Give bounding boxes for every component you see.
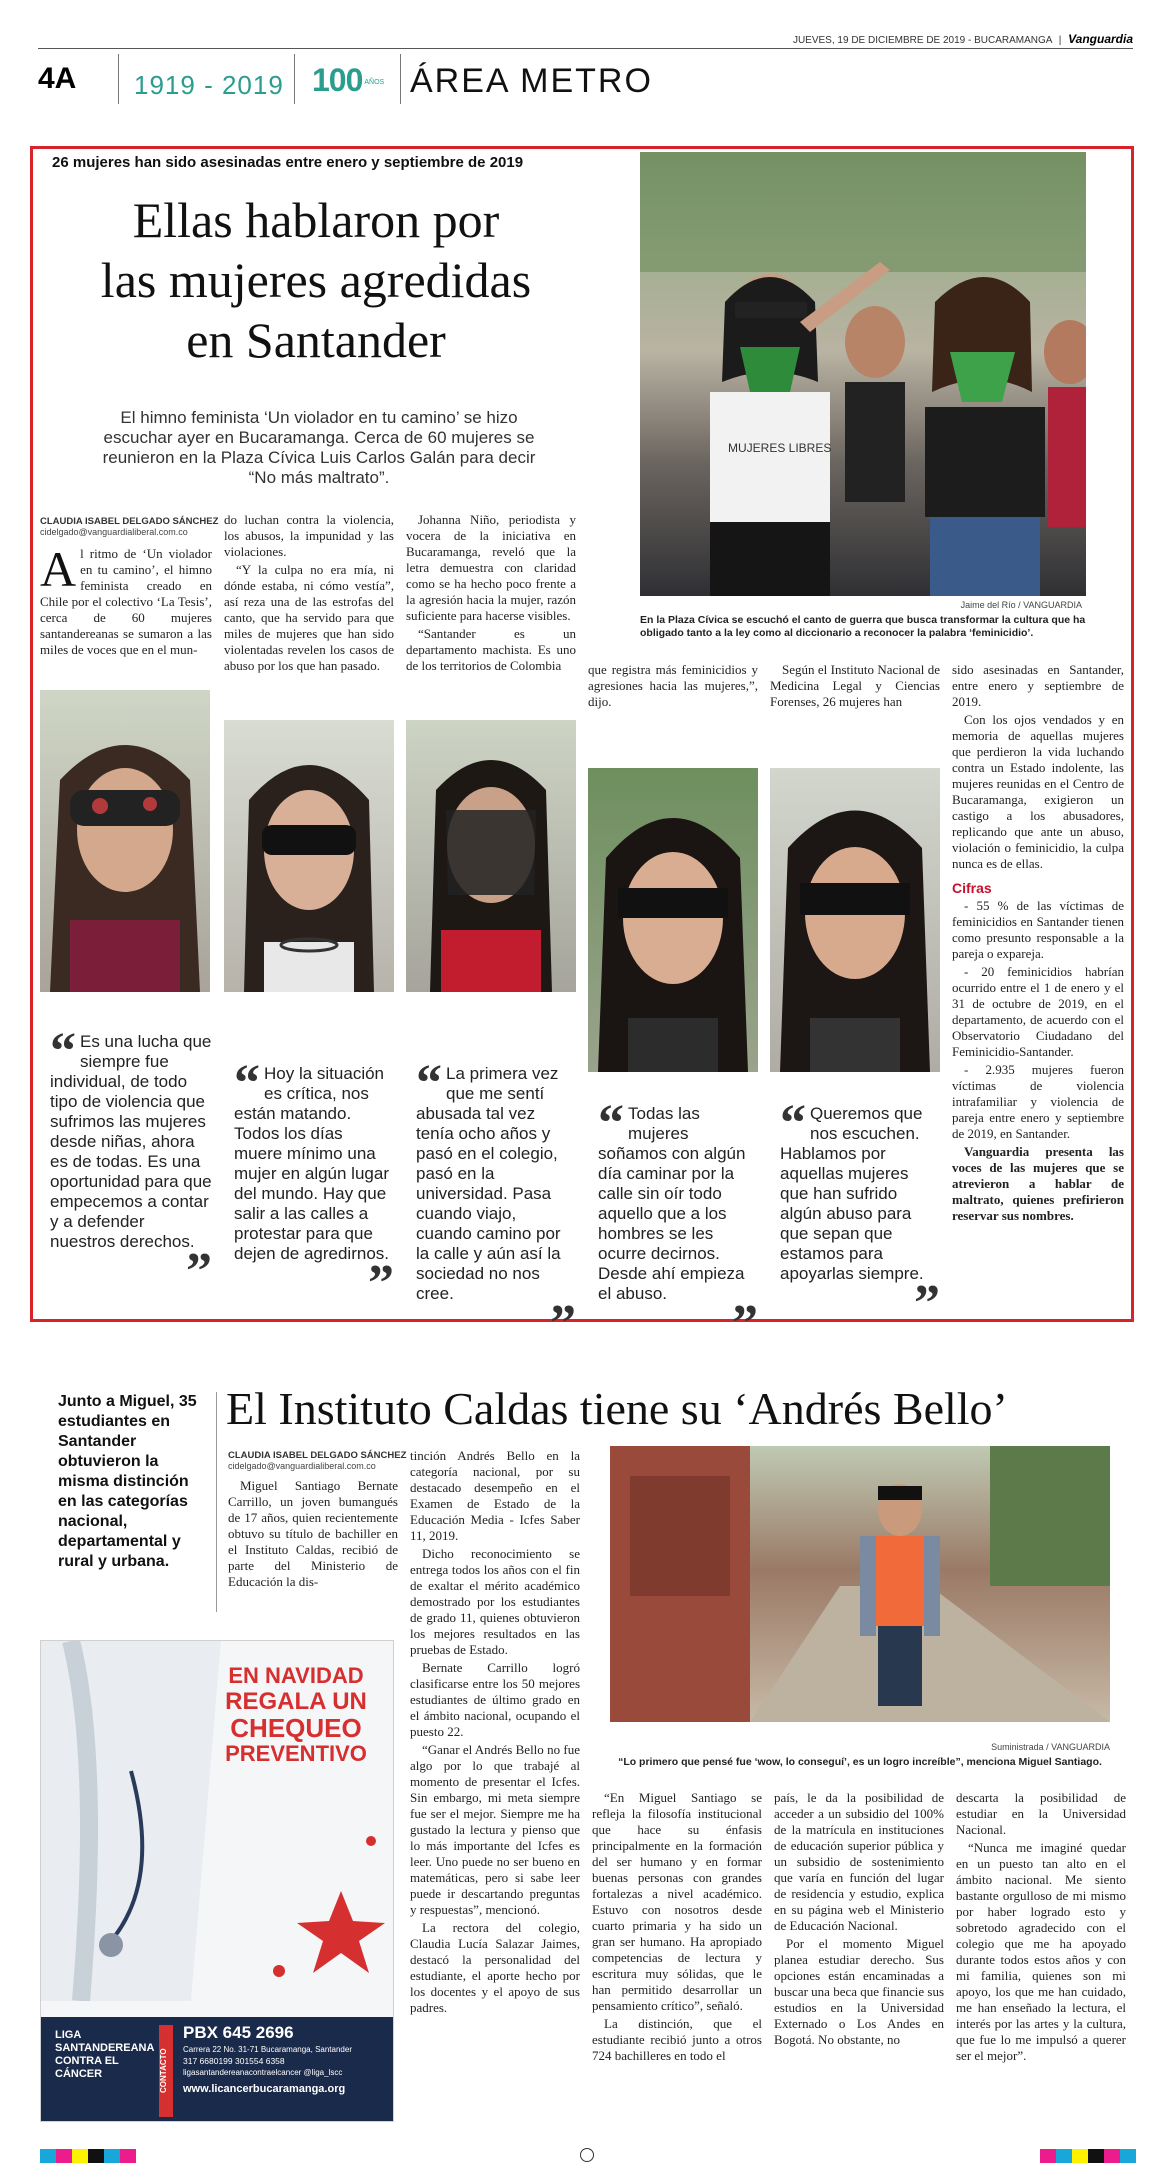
- print-color-bar-right: [716, 2148, 1136, 2162]
- portrait-5: [770, 768, 940, 1072]
- quote-close-icon: ”: [368, 1255, 394, 1312]
- story1-col3: [406, 512, 576, 676]
- cifras-item-1: - 55 % de las víctimas de feminicidios en Santander tienen como presunto responsable a la pareja o expareja.: [952, 898, 1124, 961]
- portrait-2-art: [224, 720, 394, 992]
- headline-line-2: las mujeres agredidas: [100, 252, 532, 308]
- header-rule: [38, 48, 1133, 49]
- portrait-3-art: [406, 720, 576, 992]
- story1-col6: [952, 662, 1124, 1226]
- quote-text-4: Todas las mujeres soñamos con algún día caminar por la calle sin oír todo aquello que a los hombres se les ocurre decirnos. Desde ahí empieza el abuso.: [598, 1104, 746, 1303]
- story1-col1: [40, 541, 212, 658]
- story1-col2: [224, 512, 394, 676]
- story1-col2-p2: “Y la culpa no era mía, ni dónde estaba, ni cómo vestía”, así reza una de las estrofas del canto, que ha servido para que miles de mujeres que han sido violentadas revelen los casos de abuso por los que han pasado.: [224, 562, 394, 673]
- story2-photo: [610, 1446, 1110, 1722]
- shirt-text: MUJERES LIBRES: [728, 441, 832, 455]
- portrait-4-art: [588, 768, 758, 1072]
- story2-byline-email: cidelgado@vanguardialiberal.com.co: [228, 1461, 376, 1471]
- story1-col1-text: l ritmo de ‘Un violador en tu camino’, el himno feminista creado en Chile por el colectivo ‘La Tesis’, cerca de 60 mujeres santandereanas se sumaron a las miles de voces que en el mun-: [40, 546, 212, 657]
- dateline-text: JUEVES, 19 DE DICIEMBRE DE 2019 - BUCARAMANGA: [792, 35, 1052, 46]
- cifras-item-2: - 20 feminicidios habrían ocurrido entre el 1 de enero y el 31 de octubre de 2019, en el departamento, de acuerdo con el Observatorio Ciudadano del Feminicidio-Santander.: [952, 964, 1124, 1059]
- portrait-1-art: [40, 690, 210, 992]
- byline-email: cidelgado@vanguardialiberal.com.co: [40, 527, 188, 537]
- ad-org-3: CONTRA EL: [55, 2055, 119, 2067]
- quote-text-1: Es una lucha que siempre fue individual, de todo tipo de violencia que sufrimos las mujeres desde niñas, ahora es de todas. Es una oportunidad para que empecemos a contar y a defender nuestros derechos.: [50, 1032, 212, 1251]
- headline: [46, 190, 586, 370]
- byline: CLAUDIA ISABEL DELGADO SÁNCHEZ: [40, 516, 219, 527]
- quote-open-icon: “: [780, 1095, 806, 1152]
- story2-col3-p1: “En Miguel Santiago se refleja la filosofía institucional que hace su énfasis principalmente en la formación del ser humano y en formar buenas personas con grandes fortalezas a nivel académico. Estuvo con nosotros desde cuarto primaria y ha sido un gran ser humano. Ha apropiado competencias de lectura y escritura muy sólidas, que le han permitido desarrollar un pensamiento crítico”, señaló.: [592, 1790, 762, 2013]
- main-photo: [640, 152, 1086, 596]
- story1-col5: [770, 662, 940, 712]
- portrait-2: [224, 720, 394, 992]
- quote-block-4: [598, 1095, 758, 1352]
- story2-photo-art: [610, 1446, 1110, 1722]
- ad-headline-4: PREVENTIVO: [225, 1741, 367, 1766]
- story2-col2-p2: Dicho reconocimiento se entrega todos los años con el fin de exaltar el mérito académico demostrado por los estudiantes de grado 11, quienes obtuvieron los mejores resultados en las pruebas de Estado.: [410, 1546, 580, 1657]
- dateline: JUEVES, 19 DE DICIEMBRE DE 2019 - BUCARAMANGA | Vanguardia: [792, 32, 1133, 46]
- quote-open-icon: “: [234, 1055, 260, 1112]
- closing-note: Vanguardia presenta las voces de las mujeres que se atrevieron a hablar de maltrato, quienes prefirieron reservar sus nombres.: [952, 1144, 1124, 1223]
- story2-col3-p2: La distinción, que el estudiante recibió junto a otros 724 bachilleres en todo el: [592, 2016, 762, 2063]
- portrait-1: [40, 690, 210, 992]
- story2-col5-p2: “Nunca me imaginé quedar en un puesto tan alto en el ámbito nacional. Me siento bastante orgulloso de mi mismo por haber logrado esto y sobretodo agradecido con el colegio que me ha apoyado durante todos estos años y con mi familia, quienes son mi apoyo, los que me han cuidado, me han enseñado la lectura, el interés por las artes y la cultura, que fue lo me impulsó a querer ser el mejor”.: [956, 1840, 1126, 2063]
- quote-text-3: La primera vez que me sentí abusada tal vez tenía ocho años y pasó en el colegio, pasó en la universidad. Pasa cuando viajo, cuando camino por la calle y aún así la sociedad no nos cree.: [416, 1064, 561, 1303]
- story2-col5: [956, 1790, 1126, 2066]
- quote-open-icon: “: [598, 1095, 624, 1152]
- story2-col2-p1: tinción Andrés Bello en la categoría nacional, por su destacado desempeño en el Examen de Estado de la Educación Media - Icfes Saber 11, 2019.: [410, 1448, 580, 1543]
- quote-block-5: [780, 1095, 940, 1332]
- anniversary-years: 1919 - 2019: [134, 70, 284, 100]
- story2-col3: [592, 1790, 762, 2066]
- header-divider-3: [400, 54, 401, 104]
- anniversary-logo: [312, 62, 384, 99]
- headline-line-3: en Santander: [186, 312, 446, 368]
- story1-col6-p2: Con los ojos vendados y en memoria de aquellas mujeres que perdieron la vida luchando contra un Estado indolente, las mujeres reunidas en el Centro de Bucaramanga, exigieron un castigo a los abusadores, replicando que ante un abuso, violación o feminicidio, la culpa nunca es de ellas.: [952, 712, 1124, 871]
- ad-liga-cancer[interactable]: [40, 1640, 394, 2122]
- quote-close-icon: ”: [186, 1243, 212, 1300]
- ad-pbx[interactable]: PBX 645 2696: [183, 2023, 294, 2042]
- quote-block-1: [50, 1023, 212, 1300]
- ad-headline: [201, 1663, 391, 1767]
- ad-contact-tab: CONTACTO: [159, 2025, 173, 2117]
- quote-open-icon: “: [416, 1055, 442, 1112]
- kicker: 26 mujeres han sido asesinadas entre enero y septiembre de 2019: [52, 154, 524, 171]
- registration-mark-icon: [580, 2148, 594, 2162]
- section-title: ÁREA METRO: [410, 62, 653, 100]
- portrait-5-art: [770, 768, 940, 1072]
- story2-col1-p1: Miguel Santiago Bernate Carrillo, un joven bumangués de 17 años, quien recientemente obtuvo su título de bachiller en el Instituto Caldas, recibió de parte del Ministerio de Educación la dis-: [228, 1478, 398, 1589]
- story1-col4-p1: que registra más feminicidios y agresiones hacia las mujeres,”, dijo.: [588, 662, 758, 709]
- story2-col2-p3: Bernate Carrillo logró clasificarse entre los 50 mejores estudiantes de último grado en el ámbito nacional, ocupando el puesto 22.: [410, 1660, 580, 1739]
- story1-col4: [588, 662, 758, 712]
- ad-headline-1: EN NAVIDAD: [228, 1663, 364, 1688]
- quote-block-3: [416, 1055, 576, 1352]
- story2-col2-p4: “Ganar el Andrés Bello no fue algo por lo que trabajé al momento de presentar el Icfes. Sin embargo, mi meta siempre fue ser el mejor. Siempre me ha gustado la lectura y pienso que lo más importante del Icfes es leer. Uno puede no ser bueno en matemáticas, pero si sabe leer puede ir descartando preguntas y respuestas”, mencionó.: [410, 1742, 580, 1917]
- story2-col2: [410, 1448, 580, 2018]
- portrait-3: [406, 720, 576, 992]
- story2-col4: [774, 1790, 944, 2050]
- story1-col3-p2: “Santander es un departamento machista. Es uno de los territorios de Colombia: [406, 626, 576, 673]
- deck: El himno feminista ‘Un violador en tu camino’ se hizo escuchar ayer en Bucaramanga. Cerca de 60 mujeres se reunieron en la Plaza Cívica Luis Carlos Galán para decir “No más maltrato”.: [102, 408, 536, 487]
- header-divider-2: [294, 54, 295, 104]
- quote-close-icon: ”: [550, 1295, 576, 1352]
- ad-web-link[interactable]: www.licancerbucaramanga.org: [183, 2083, 346, 2095]
- sidebar-rule: [216, 1392, 217, 1612]
- story1-col6-p1: sido asesinadas en Santander, entre enero y septiembre de 2019.: [952, 662, 1124, 709]
- headline-line-1: Ellas hablaron por: [132, 192, 500, 248]
- quote-text-5: Queremos que nos escuchen. Hablamos por aquellas mujeres que han sufrido algún abuso para que sepan que estamos para apoyarlas siempre.: [780, 1104, 924, 1283]
- ad-headline-3: CHEQUEO: [230, 1713, 362, 1743]
- dropcap: A: [40, 541, 77, 597]
- story2-col4-p2: Por el momento Miguel planea estudiar derecho. Sus opciones están encaminadas a buscar una beca que financie sus estudios en la Universidad Externado o Los Andes en Bogotá. No obstante, no: [774, 1936, 945, 2047]
- quote-close-icon: ”: [732, 1295, 758, 1352]
- main-photo-credit: Jaime del Río / VANGUARDIA: [960, 600, 1082, 610]
- quote-text-2: Hoy la situación es crítica, nos están matando. Todos los días muere mínimo una mujer en algún lugar del mundo. Hay que salir a las calles a protestar para que dejen de agredirnos.: [234, 1064, 390, 1263]
- quote-close-icon: ”: [914, 1275, 940, 1332]
- ad-headline-2: REGALA UN: [225, 1688, 367, 1715]
- anniversary-sub: AÑOS: [364, 79, 385, 87]
- story2-sidebar: Junto a Miguel, 35 estudiantes en Santander obtuvieron la misma distinción en las categorías nacional, departamental y rural y urbana.: [58, 1393, 197, 1570]
- story2-col2-p5: La rectora del colegio, Claudia Lucía Salazar Jaimes, destacó la personalidad del estudiante, el aporte hecho por los docentes y el apoyo de sus padres.: [410, 1920, 580, 2015]
- story2-byline: CLAUDIA ISABEL DELGADO SÁNCHEZ: [228, 1450, 407, 1461]
- story2-col1: [228, 1478, 398, 1592]
- ad-contact: [183, 2023, 393, 2095]
- story2-col5-p1: descarta la posibilidad de estudiar en la Universidad Nacional.: [956, 1790, 1126, 1837]
- portrait-4: [588, 768, 758, 1072]
- cifras-item-3: - 2.935 mujeres fueron víctimas de violencia intrafamiliar y violencia de pareja entre enero y septiembre de 2019, en Santander.: [952, 1062, 1124, 1141]
- ad-org: [55, 2029, 155, 2081]
- quote-block-2: [234, 1055, 394, 1312]
- story1-col3-p1: Johanna Niño, periodista y vocera de la iniciativa en Bucaramanga, reveló que la letra demuestra con claridad como se ha hecho poco frente a la agresión hacia la mujer, razón suficiente para hacerse visibles.: [406, 512, 576, 623]
- story2-photo-caption: “Lo primero que pensé fue ‘wow, lo conseguí’, es un logro increíble”, menciona Miguel Santiago.: [618, 1756, 1102, 1768]
- brand-name: Vanguardia: [1068, 32, 1133, 46]
- anniversary-number: 100: [312, 62, 363, 98]
- header-divider: [118, 54, 119, 104]
- ad-org-4: CÁNCER: [55, 2068, 103, 2080]
- page-number: 4A: [38, 62, 77, 95]
- main-photo-caption: En la Plaza Cívica se escuchó el canto de guerra que busca transformar la cultura que ha obligado tanto a la ley como al diccionario a reconocer la palabra ‘feminicidio’.: [640, 614, 1086, 639]
- ad-org-2: SANTANDEREANA: [55, 2042, 155, 2054]
- quote-open-icon: “: [50, 1023, 76, 1080]
- ad-phones[interactable]: 317 6680199 301554 6358: [183, 2056, 285, 2066]
- story1-col5-p1: Según el Instituto Nacional de Medicina Legal y Ciencias Forenses, 26 mujeres han: [770, 662, 940, 709]
- story2-photo-credit: Suministrada / VANGUARDIA: [991, 1742, 1110, 1752]
- ad-address: Carrera 22 No. 31-71 Bucaramanga, Santander: [183, 2045, 352, 2054]
- story1-col2-p1: do luchan contra la violencia, los abusos, la impunidad y las violaciones.: [224, 512, 394, 559]
- main-photo-art: [640, 152, 1086, 596]
- story2-col4-p1: país, le da la posibilidad de acceder a un subsidio del 100% de la matrícula en instituciones de educación superior pública y un subsidio de sostenimiento que varía en función del lugar de residencia y estudio, explica en su página web el Ministerio de Educación Nacional.: [774, 1790, 944, 1933]
- ad-email[interactable]: ligasantandereanacontraelcancer @liga_lscc: [183, 2068, 343, 2077]
- cifras-title: Cifras: [952, 880, 992, 896]
- ad-org-1: LIGA: [55, 2029, 82, 2041]
- story2-headline: El Instituto Caldas tiene su ‘Andrés Bello’: [226, 1383, 1008, 1434]
